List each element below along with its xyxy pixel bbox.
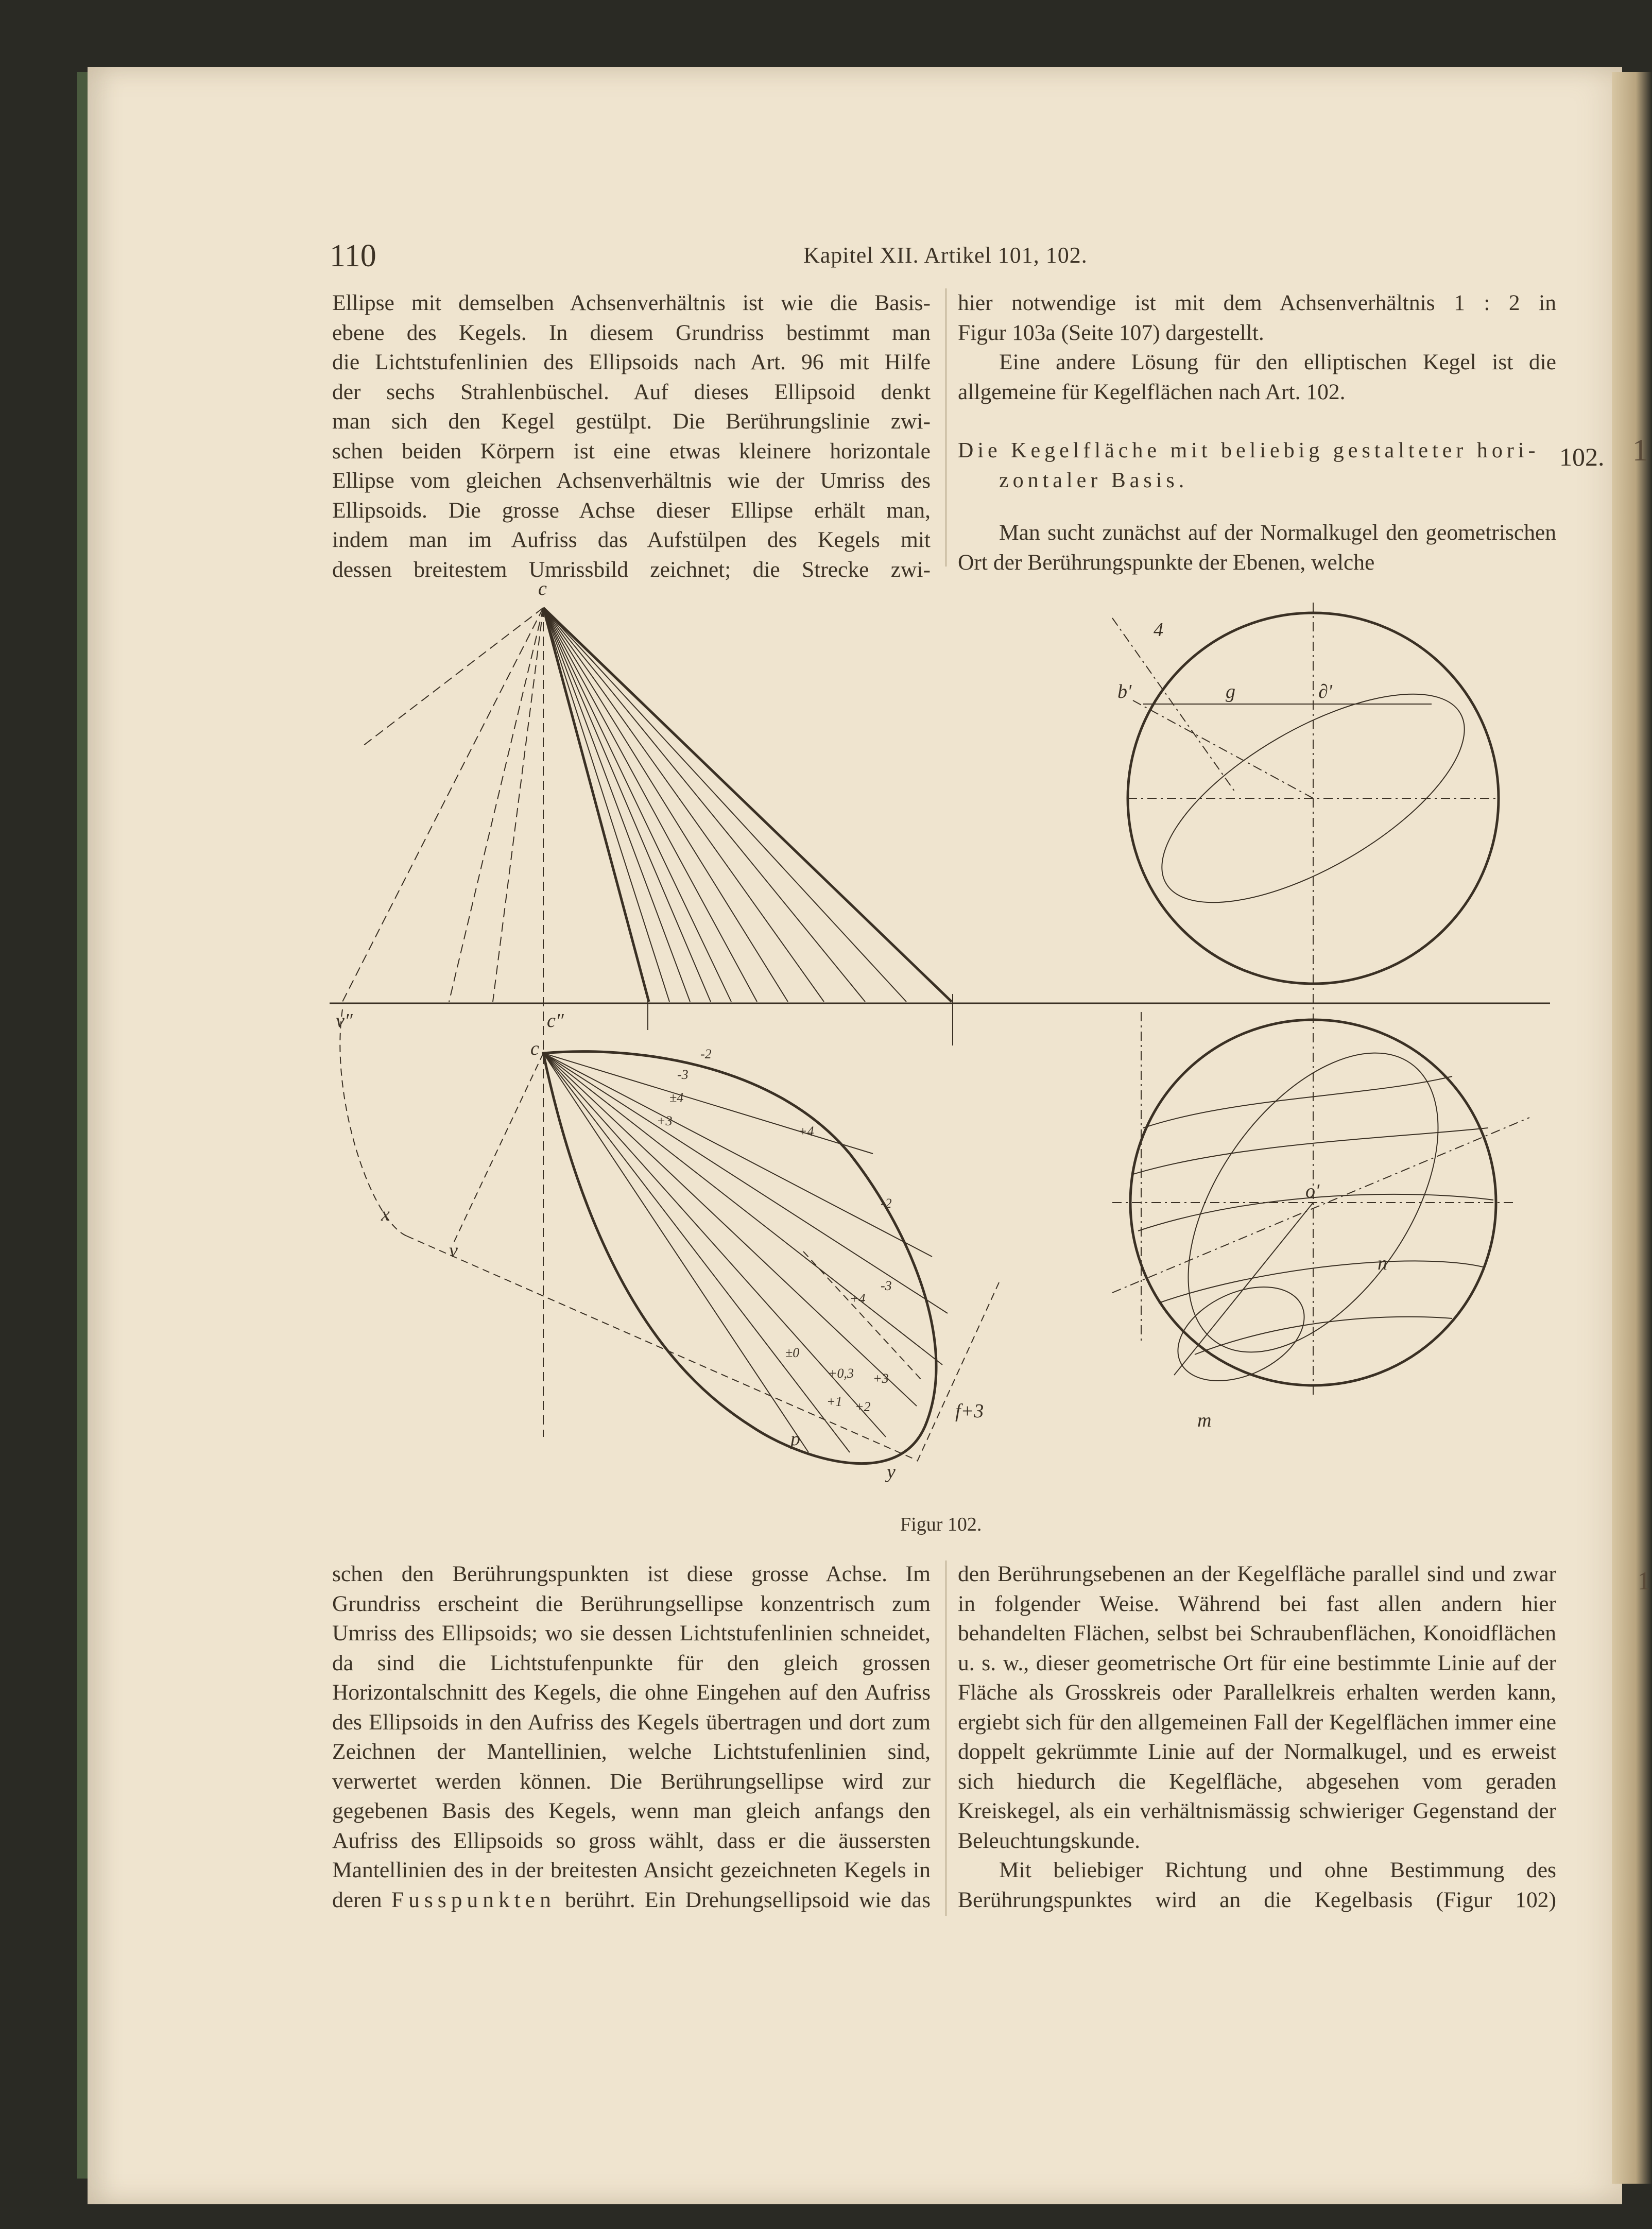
figure-label: m: [1197, 1410, 1212, 1431]
figure-label: 4: [1154, 619, 1163, 641]
figure-label: n: [1378, 1253, 1387, 1274]
page-right-edge: [1612, 72, 1652, 2184]
column-right-bottom: [958, 1559, 1556, 1915]
paragraph: Mit beliebiger Richtung und ohne Bestimmung des Berührungspunktes wird an die Kegelbasis (Figur 102): [958, 1858, 1556, 1912]
text-line: Figur 103a (Seite 107) dargestellt.: [958, 320, 1264, 345]
figure-label: v″: [336, 1010, 353, 1032]
text-line: indem man im Aufriss das Aufstülpen des Kegels mit: [332, 527, 931, 552]
text-line: man sich den Kegel gestülpt. Die Berührungslinie zwi-: [332, 409, 931, 434]
figure-label: ±0: [785, 1345, 800, 1360]
figure-label: -2: [881, 1196, 892, 1211]
figure-label: +4: [798, 1124, 814, 1139]
section-heading: [958, 436, 1556, 495]
section-number: 102.: [1559, 442, 1605, 471]
page-number: 110: [330, 238, 376, 273]
figure-label: g: [1226, 681, 1235, 702]
figure-caption: Figur 102.: [900, 1514, 982, 1535]
section-heading-line: Die Kegelfläche mit beliebig gestalteter hori-: [958, 439, 1540, 462]
text-line: schen beiden Körpern ist eine etwas kleinere horizontale: [332, 438, 931, 464]
figure-label: c: [538, 582, 547, 599]
figure-label: ±4: [669, 1090, 684, 1105]
column-left-bottom: [332, 1559, 931, 1915]
figure-label: +3: [873, 1371, 889, 1386]
figure-label: -3: [677, 1067, 689, 1082]
figure-label: y: [887, 1461, 896, 1483]
paragraph: Eine andere Lösung für den elliptischen Kegel ist die allgemeine für Kegelflächen nach Art. 102.: [958, 350, 1556, 404]
figure-label: +4: [850, 1291, 866, 1306]
text-line: hier notwendige ist mit dem Achsenverhältnis 1 : 2 in: [958, 290, 1556, 315]
figure-label: +1: [827, 1394, 842, 1409]
figure-label: o': [1305, 1180, 1320, 1202]
text-line: ebene des Kegels. In diesem Grundriss bestimmt man: [332, 320, 931, 345]
figure-label: c: [530, 1038, 539, 1059]
figure-label: c″: [547, 1010, 564, 1032]
paragraph-text: schen den Berührungspunkten ist diese grosse Achse. Im Grundriss erscheint die Berührungsellipse konzentrisch zum Umriss des Ellipsoids; wo sie dessen Lichtstufenlinien schneidet, da sind die Lichtstufenpunkte für den gleich grossen Horizontalschnitt des Kegels, die ohne Eingehen auf den Aufriss des Ellipsoids in den Aufriss des Kegels übertragen und dort zum Zeichnen der Mantellinien, welche Lichtstufenlinien sind, verwertet werden können. Die Berührungsellipse wird zur gegebenen Basis des Kegels, wenn man gleich anfangs den Aufriss des Ellipsoids so gross wählt, dass er die äussersten Mantellinien des in der breitesten Ansicht gezeichneten Kegels in deren: [332, 1562, 931, 1912]
text-line: dessen breitestem Umrissbild zeichnet; die Strecke zwi-: [332, 557, 931, 582]
paragraph: [332, 1559, 931, 1915]
text-line: die Lichtstufenlinien des Ellipsoids nach Art. 96 mit Hilfe: [332, 350, 931, 374]
figure-label: -3: [881, 1278, 892, 1293]
figure-label: ∂': [1318, 681, 1332, 702]
column-right-top: [958, 288, 1556, 577]
figure-102: [309, 582, 1565, 1509]
figure-label: b': [1117, 681, 1132, 702]
figure-label: +0,3: [828, 1366, 854, 1381]
spaced-word: Fusspunkten: [391, 1887, 556, 1912]
column-divider: [945, 1561, 947, 1916]
text-line: Ellipsoids. Die grosse Achse dieser Ellipse erhält man,: [332, 498, 931, 523]
figure-label: p: [790, 1428, 800, 1450]
figure-label: +3: [657, 1113, 673, 1128]
figure-label: +2: [855, 1399, 871, 1414]
figure-label: x: [381, 1204, 390, 1225]
cone-outline: [543, 608, 952, 1002]
running-head: Kapitel XII. Artikel 101, 102.: [803, 243, 1088, 268]
figure-label: -2: [700, 1047, 712, 1061]
paragraph: Man sucht zunächst auf der Normalkugel den geometrischen Ort der Berührungspunkte der Ebenen, welche: [958, 520, 1556, 575]
text-line: Ellipse vom gleichen Achsenverhältnis wie der Umriss des: [332, 468, 931, 493]
figure-label: f+3: [955, 1400, 984, 1422]
paragraph: den Berührungsebenen an der Kegelfläche parallel sind und zwar in folgender Weise. Während bei fast allen andern hier behandelten Flächen, selbst bei Schraubenflächen, Konoidflächen u. s. w., dieser geometrische Ort für eine bestimmte Linie auf der Fläche als Grosskreis oder Parallelkreis erhalten werden kann, ergiebt sich für den allgemeinen Fall der Kegelflächen immer eine doppelt gekrümmte Linie auf der Normalkugel, und es erweist sich hiedurch die Kegelfläche, abgesehen vom geraden Kreiskegel, als ein verhältnismässig schwieriger Gegenstand der Beleuchtungskunde.: [958, 1562, 1556, 1853]
text-line: der sechs Strahlenbüschel. Auf dieses Ellipsoid denkt: [332, 379, 931, 404]
figure-label: v: [449, 1240, 458, 1261]
paragraph-text: berührt. Ein Drehungsellipsoid wie das: [555, 1887, 931, 1912]
next-page-fragment: 1: [1632, 433, 1648, 467]
cone-outline: [543, 608, 649, 1002]
next-page-fragment: 1: [1638, 1566, 1650, 1595]
column-divider: [945, 288, 947, 567]
text-line: Ellipse mit demselben Achsenverhältnis ist wie die Basis-: [332, 290, 931, 315]
column-left-top: [332, 288, 931, 585]
section-heading-line: zontaler Basis.: [999, 469, 1189, 492]
